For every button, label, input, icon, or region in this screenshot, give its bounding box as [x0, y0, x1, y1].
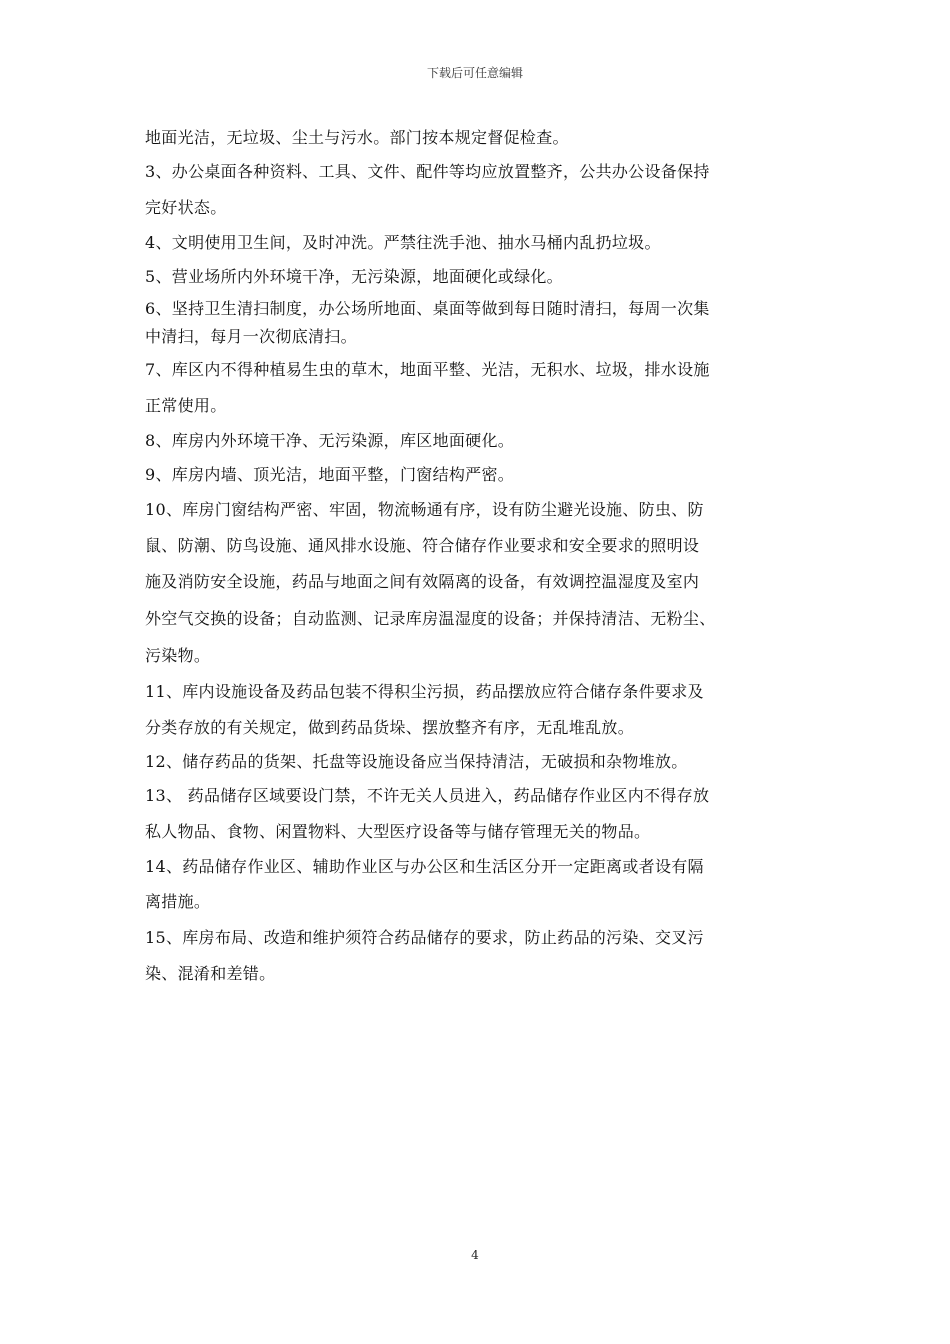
text-line: 离措施。: [145, 892, 211, 911]
text-line: 中清扫，每月一次彻底清扫。: [145, 327, 357, 346]
text-line: 14、药品储存作业区、辅助作业区与办公区和生活区分开一定距离或者设有隔: [145, 857, 704, 876]
text-line: 私人物品、食物、闲置物料、大型医疗设备等与储存管理无关的物品。: [145, 822, 651, 841]
text-line: 12、储存药品的货架、托盘等设施设备应当保持清洁，无破损和杂物堆放。: [145, 752, 688, 771]
text-line: 分类存放的有关规定，做到药品货垛、摆放整齐有序，无乱堆乱放。: [145, 718, 635, 737]
text-line: 8、库房内外环境干净、无污染源，库区地面硬化。: [145, 431, 515, 450]
text-line: 染、混淆和差错。: [145, 964, 276, 983]
text-line: 地面光洁，无垃圾、尘土与污水。部门按本规定督促检查。: [145, 128, 569, 147]
text-line: 10、库房门窗结构严密、牢固，物流畅通有序，设有防尘避光设施、防虫、防: [145, 500, 704, 519]
text-line: 3、办公桌面各种资料、工具、文件、配件等均应放置整齐，公共办公设备保持: [145, 162, 710, 181]
text-line: 4、文明使用卫生间，及时冲洗。严禁往洗手池、抽水马桶内乱扔垃圾。: [145, 233, 661, 252]
page-number: 4: [471, 1248, 479, 1262]
text-line: 13、 药品储存区域要设门禁，不许无关人员进入，药品储存作业区内不得存放: [145, 786, 710, 805]
text-line: 鼠、防潮、防鸟设施、通风排水设施、符合储存作业要求和安全要求的照明设: [145, 536, 700, 555]
text-line: 6、坚持卫生清扫制度，办公场所地面、桌面等做到每日随时清扫，每周一次集: [145, 299, 710, 318]
text-line: 污染物。: [145, 646, 211, 665]
text-line: 施及消防安全设施，药品与地面之间有效隔离的设备，有效调控温湿度及室内: [145, 572, 700, 591]
text-line: 9、库房内墙、顶光洁，地面平整，门窗结构严密。: [145, 465, 515, 484]
text-line: 7、库区内不得种植易生虫的草木，地面平整、光洁，无积水、垃圾，排水设施: [145, 360, 710, 379]
text-line: 15、库房布局、改造和维护须符合药品储存的要求，防止药品的污染、交叉污: [145, 928, 704, 947]
text-line: 完好状态。: [145, 198, 227, 217]
text-line: 5、营业场所内外环境干净，无污染源，地面硬化或绿化。: [145, 267, 563, 286]
text-line: 11、库内设施设备及药品包装不得积尘污损，药品摆放应符合储存条件要求及: [145, 682, 704, 701]
text-line: 正常使用。: [145, 396, 227, 415]
text-line: 外空气交换的设备；自动监测、记录库房温湿度的设备；并保持清洁、无粉尘、: [145, 609, 716, 628]
page-header: 下载后可任意编辑: [426, 66, 523, 80]
